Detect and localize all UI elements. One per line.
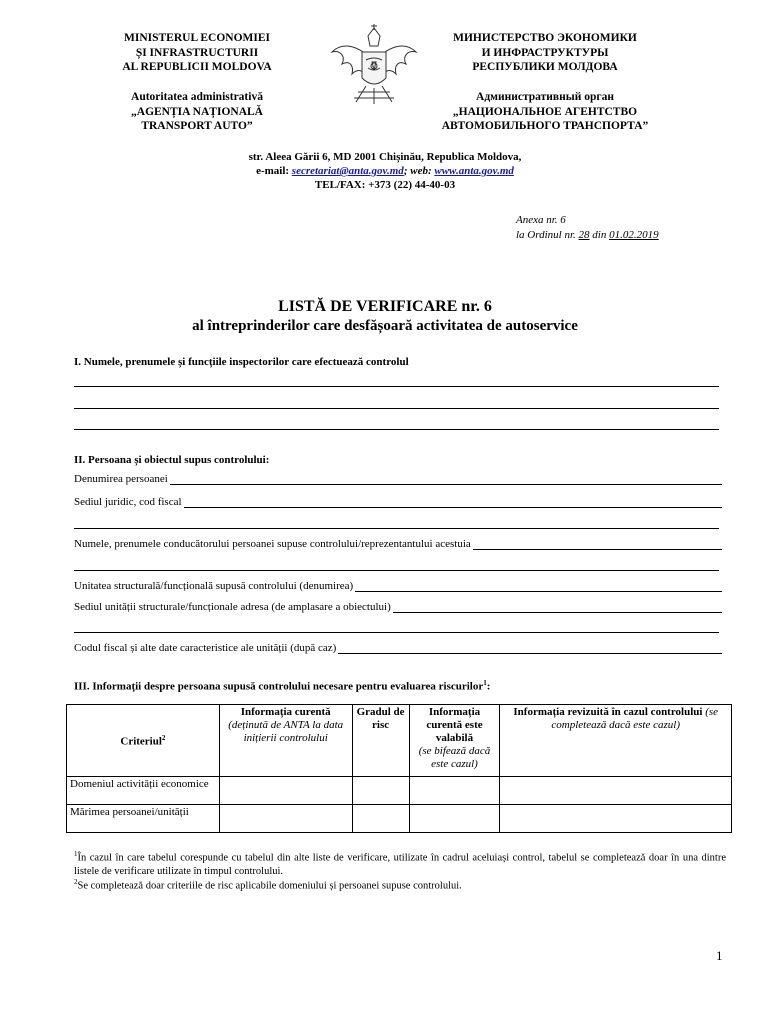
col-criteriu-label: Criteriul	[120, 735, 162, 748]
header-right-line: МИНИСТЕРСТВО ЭКОНОМИКИ	[453, 32, 637, 44]
web-link[interactable]: www.anta.gov.md	[434, 165, 514, 177]
field-label: Numele, prenumele conducătorului persoanei supuse controlului/reprezentantului acestuia	[74, 538, 471, 550]
fill-line[interactable]	[355, 581, 722, 592]
fill-line[interactable]	[74, 632, 719, 633]
address-line: str. Aleea Gării 6, MD 2001 Chișinău, Republica Moldova,	[248, 151, 522, 163]
table-cell[interactable]	[219, 805, 352, 833]
header-left-auth-line: Autoritatea administrativă	[131, 91, 263, 103]
field-label: Unitatea structurală/funcțională supusă controlului (denumirea)	[74, 580, 354, 592]
risk-table	[66, 704, 732, 833]
page-number: 1	[716, 948, 723, 963]
table-cell[interactable]	[409, 777, 500, 805]
fill-line[interactable]	[74, 429, 719, 430]
footnote-ref: 1	[483, 679, 487, 687]
fill-line[interactable]	[74, 570, 719, 571]
footnote-2-text: Se completează doar criteriile de risc aplicabile domeniului și persoanei supuse controlului.	[77, 880, 462, 892]
col-current-info-title: Informația curentă	[240, 706, 331, 718]
fill-line[interactable]	[74, 386, 719, 387]
header-left-authority	[112, 90, 282, 134]
web-label: ; web:	[403, 165, 432, 177]
col-current-info-header	[219, 705, 352, 777]
header-right-auth-line: Административный орган	[476, 91, 614, 103]
field-label: Sediul juridic, cod fiscal	[74, 496, 182, 508]
table-cell[interactable]	[219, 777, 352, 805]
header-left-line: AL REPUBLICII MOLDOVA	[122, 61, 272, 73]
table-cell[interactable]	[500, 777, 732, 805]
annex-order-date: 01.02.2019	[609, 229, 659, 241]
annex-order	[516, 229, 659, 241]
header-left-ministry	[112, 31, 282, 75]
annex-number: Anexa nr. 6	[516, 214, 566, 226]
col-current-info-note: (deținută de ANTA la data inițierii controlului	[228, 719, 344, 744]
section-3-heading	[74, 679, 490, 693]
email-label: e-mail:	[256, 165, 290, 177]
table-cell[interactable]	[500, 805, 732, 833]
fill-line[interactable]	[473, 539, 722, 550]
fill-line[interactable]	[184, 497, 722, 508]
fill-line[interactable]	[170, 474, 722, 485]
header-right-ministry	[430, 31, 660, 75]
annex-order-prefix: la Ordinul nr.	[516, 229, 576, 241]
footnote-2	[74, 876, 726, 893]
table-header-row	[67, 705, 732, 777]
field-manager-name[interactable]	[74, 538, 722, 550]
field-label: Codul fiscal și alte date caracteristice ale unității (după caz)	[74, 642, 337, 654]
header-right-auth-line: АВТОМОБИЛЬНОГО ТРАНСПОРТА”	[441, 120, 649, 132]
header-right-line: И ИНФРАСТРУКТУРЫ	[481, 46, 609, 59]
page-title: LISTĂ DE VERIFICARE nr. 6	[278, 298, 492, 315]
fill-line[interactable]	[74, 408, 719, 409]
page-subtitle: al întreprinderilor care desfășoară activitatea de autoservice	[192, 318, 578, 334]
table-cell[interactable]	[409, 805, 500, 833]
section-2-heading: II. Persoana și obiectul supus controlului:	[74, 454, 270, 466]
telfax-line: TEL/FAX: +373 (22) 44-40-03	[314, 179, 456, 191]
section-3-heading-end: :	[486, 680, 491, 693]
fill-line[interactable]	[74, 528, 719, 529]
col-revised-header	[500, 705, 732, 777]
table-row	[67, 777, 732, 805]
field-company-name[interactable]	[74, 473, 722, 485]
footnote-1-text: În cazul în care tabelul corespunde cu tabelul din alte liste de verificare, utilizate în cadrul aceluiași control, tabelul se completează doar în una dintre listele de verificare utilizate în timpul controlului.	[74, 852, 726, 877]
table-cell[interactable]	[352, 777, 409, 805]
col-revised-title: Informația revizuită în cazul controlului	[513, 706, 703, 718]
field-structural-unit[interactable]	[74, 580, 722, 592]
annex-order-mid: din	[592, 229, 607, 241]
col-criteriu-header	[67, 705, 220, 777]
col-revised-note: (se completează dacă este cazul)	[551, 706, 719, 731]
footnote-marker: 1	[74, 850, 78, 858]
footnote-ref: 2	[161, 734, 166, 743]
header-left-auth-line: „AGENȚIA NAȚIONALĂ	[131, 105, 263, 118]
header-right-authority	[425, 90, 665, 134]
footnote-1	[74, 848, 726, 878]
table-row	[67, 805, 732, 833]
row-criterion: Mărimea persoanei/unității	[67, 805, 220, 833]
field-unit-fiscal-code[interactable]	[74, 642, 722, 654]
col-valid-note: (se bifează dacă este cazul)	[418, 745, 491, 770]
email-link[interactable]: secretariat@anta.gov.md	[291, 165, 404, 177]
section-1-heading: I. Numele, prenumele și funcțiile inspectorilor care efectuează controlul	[74, 356, 409, 368]
field-label: Sediul unității structurale/funcționale adresa (de amplasare a obiectului)	[74, 601, 391, 613]
coat-of-arms-icon	[328, 22, 420, 108]
col-valid-title: Informația curentă este valabilă	[426, 706, 483, 744]
section-3-heading-text: III. Informații despre persoana supusă controlului necesare pentru evaluarea riscurilor	[74, 680, 484, 693]
row-criterion: Domeniul activității economice	[67, 777, 220, 805]
header-right-line: РЕСПУБЛИКИ МОЛДОВА	[472, 61, 618, 73]
footnote-marker: 2	[74, 878, 78, 886]
header-left-line: ȘI INFRASTRUCTURII	[135, 46, 259, 59]
col-risk-degree-header: Gradul de risc	[352, 705, 409, 777]
field-legal-address[interactable]	[74, 496, 722, 508]
header-right-auth-line: „НАЦИОНАЛЬНОЕ АГЕНТСТВО	[452, 105, 638, 118]
field-label: Denumirea persoanei	[74, 473, 168, 485]
field-unit-address[interactable]	[74, 601, 722, 613]
header-left-auth-line: TRANSPORT AUTO”	[141, 120, 253, 132]
contact-line	[0, 164, 770, 178]
annex-order-number: 28	[578, 229, 590, 241]
header-left-line: MINISTERUL ECONOMIEI	[123, 32, 270, 44]
table-cell[interactable]	[352, 805, 409, 833]
fill-line[interactable]	[393, 602, 722, 613]
col-valid-header	[409, 705, 500, 777]
fill-line[interactable]	[338, 643, 722, 654]
